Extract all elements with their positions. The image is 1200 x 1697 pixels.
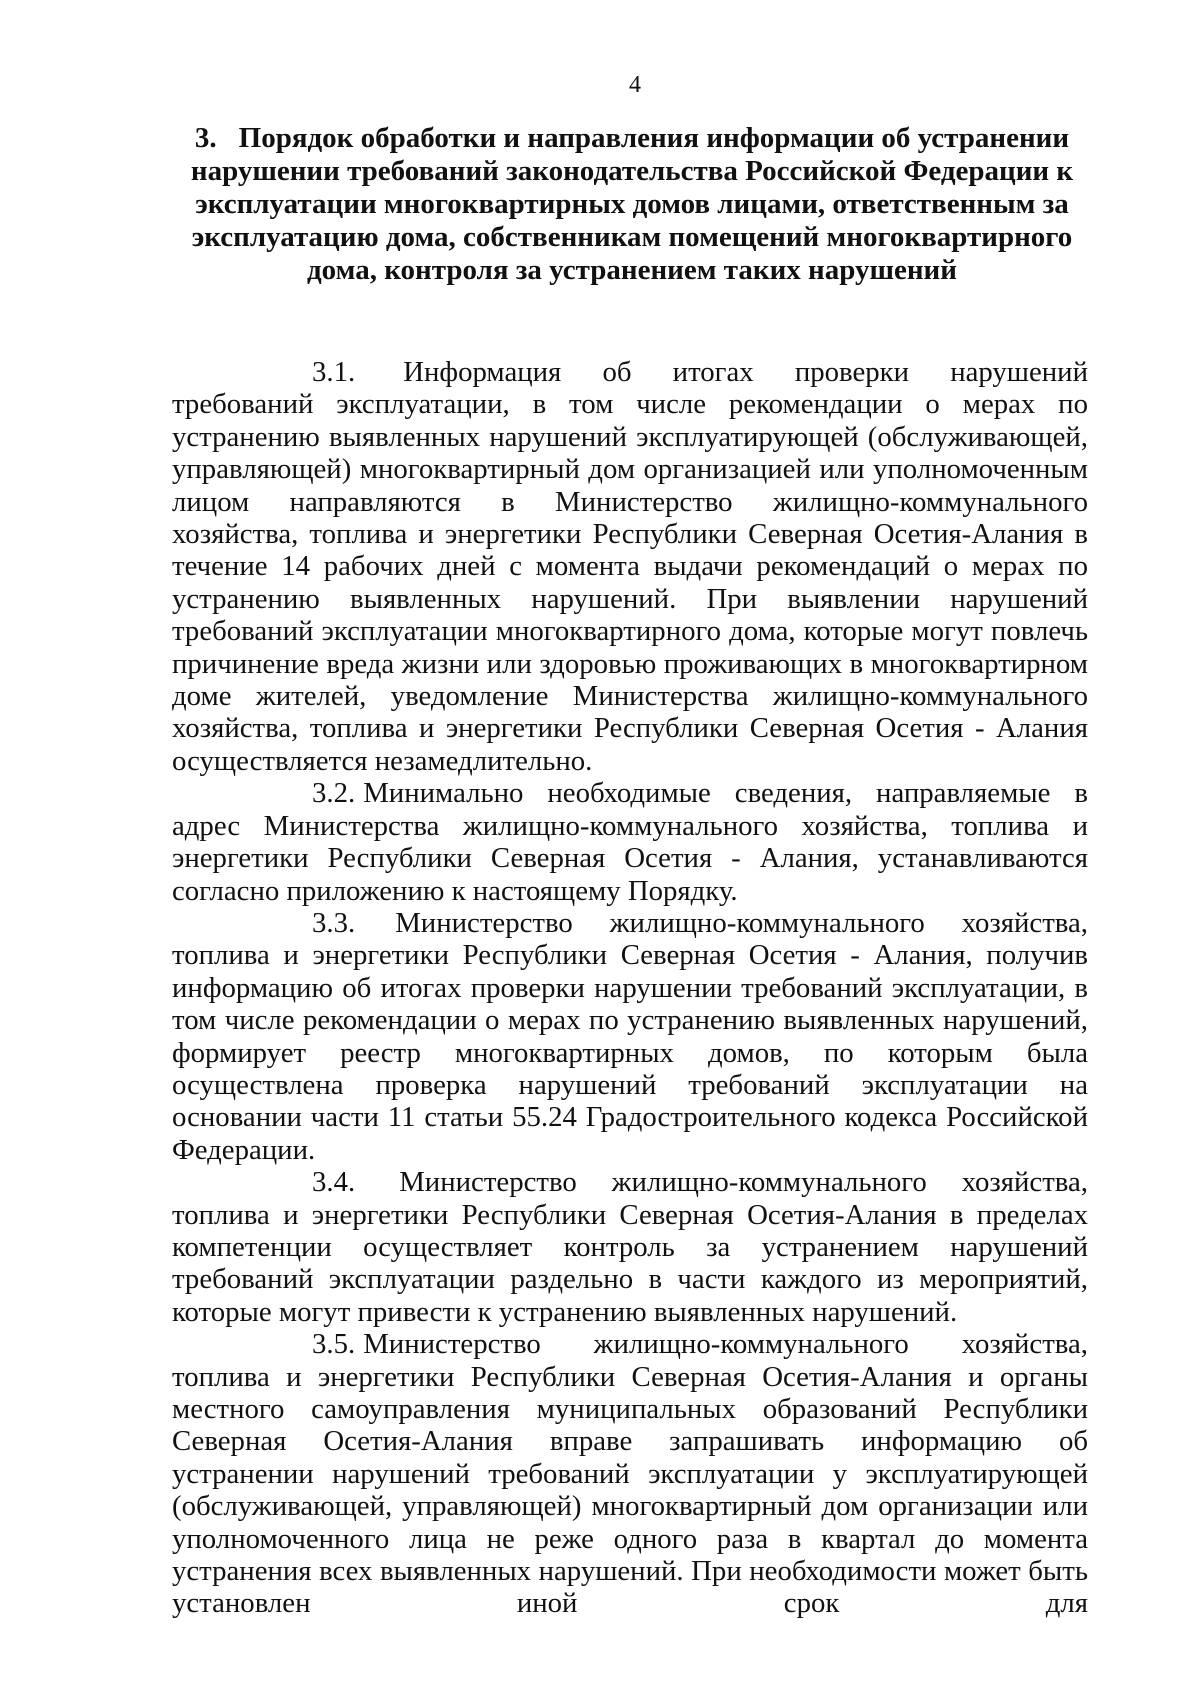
paragraph-number: 3.2. [312, 777, 356, 810]
paragraph-3-1 [172, 356, 1088, 777]
document-body [172, 356, 1088, 1620]
paragraph-number: 3.5. [312, 1328, 356, 1361]
paragraph-text: Министерство жилищно-коммунального хозяйства, топлива и энергетики Республики Северная Осетия-Алания в пределах компетенции осуществляет контроль за устранением нарушений требований эксплуатации раздельно в части каждого из мероприятий, которые могут привести к устранению выявленных нарушений. [172, 1166, 1088, 1328]
paragraph-number: 3.1. [312, 356, 356, 388]
page-number: 4 [629, 72, 641, 98]
paragraph-text: Министерство жилищно-коммунального хозяйства, топлива и энергетики Республики Северная Осетия-Алания и органы местного самоуправления муниципальных образований Республики Северная Осетия-Алания вправе запрашивать информацию об устранении нарушений требований эксплуатации у эксплуатирующей (обслуживающей, управляющей) многоквартирный дом организации или уполномоченного лица не реже одного раза в квартал до момента устранения всех выявленных нарушений. При необходимости может быть установлен иной срок для [172, 1328, 1088, 1620]
section-heading [182, 122, 1082, 287]
section-title: Порядок обработки и направления информации об устранении нарушении требований законодательства Российской Федерации к эксплуатации многоквартирных домов лицами, ответственным за эксплуатацию дома, собственникам помещений многоквартирного дома, контроля за устранением таких нарушений [190, 122, 1074, 286]
paragraph-text: Министерство жилищно-коммунального хозяйства, топлива и энергетики Республики Северная Осетия - Алания, получив информацию об итогах проверки нарушении требований эксплуатации, в том числе рекомендации о мерах по устранению выявленных нарушений, формирует реестр многоквартирных домов, по которым была осуществлена проверка нарушений требований эксплуатации на основании части 11 статьи 55.24 Градостроительного кодекса Российской Федерации. [172, 906, 1088, 1166]
section-number: 3. [194, 122, 217, 154]
paragraph-text: Минимально необходимые сведения, направляемые в адрес Министерства жилищно-коммунального хозяйства, топлива и энергетики Республики Северная Осетия - Алания, устанавливаются согласно приложению к настоящему Порядку. [172, 777, 1088, 907]
paragraph-3-3 [172, 907, 1088, 1166]
paragraph-3-5 [172, 1328, 1088, 1620]
paragraph-3-2 [172, 777, 1088, 907]
paragraph-text: Информация об итогах проверки нарушений требований эксплуатации, в том числе рекомендации о мерах по устранению выявленных нарушений эксплуатирующей (обслуживающей, управляющей) многоквартирный дом организацией или уполномоченным лицом направляются в Министерство жилищно-коммунального хозяйства, топлива и энергетики Республики Северная Осетия-Алания в течение 14 рабочих дней с момента выдачи рекомендаций о мерах по устранению выявленных нарушений. При выявлении нарушений требований эксплуатации многоквартирного дома, которые могут повлечь причинение вреда жизни или здоровью проживающих в многоквартирном доме жителей, уведомление Министерства жилищно-коммунального хозяйства, топлива и энергетики Республики Северная Осетия - Алания осуществляется незамедлительно. [172, 356, 1088, 777]
paragraph-3-4 [172, 1166, 1088, 1328]
paragraph-number: 3.4. [312, 1166, 356, 1199]
paragraph-number: 3.3. [312, 906, 356, 939]
